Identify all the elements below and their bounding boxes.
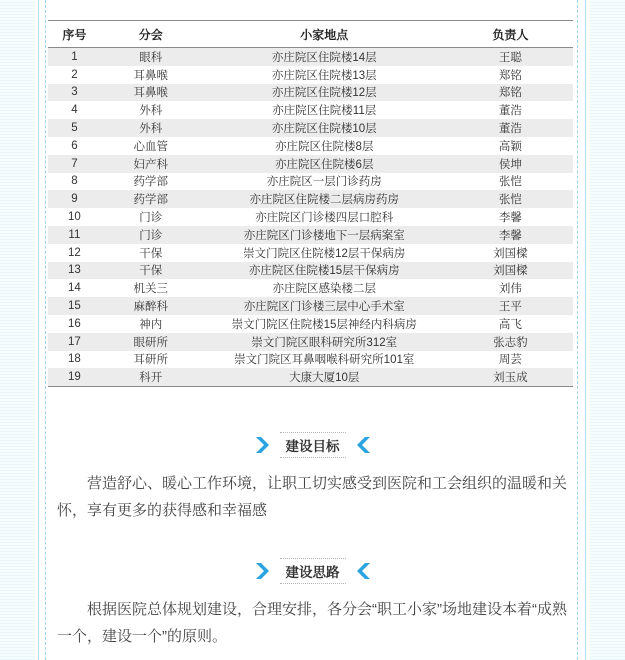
cell-branch: 门诊	[101, 208, 201, 226]
cell-index: 2	[48, 66, 101, 84]
cell-index: 8	[48, 173, 101, 191]
cell-index: 3	[48, 84, 101, 102]
table-row	[48, 279, 573, 297]
cell-branch: 眼科	[101, 48, 201, 66]
cell-person: 王聪	[448, 48, 573, 66]
cell-index: 14	[48, 279, 101, 297]
chevron-left-icon	[352, 435, 372, 455]
cell-index: 1	[48, 48, 101, 66]
cell-index: 7	[48, 155, 101, 173]
cell-location: 亦庄院区住院楼6层	[201, 155, 448, 173]
cell-branch: 耳鼻喉	[101, 84, 201, 102]
cell-index: 18	[48, 351, 101, 369]
header-branch: 分会	[101, 21, 201, 48]
cell-branch: 干保	[101, 262, 201, 280]
cell-location: 亦庄院区住院楼12层	[201, 84, 448, 102]
header-index: 序号	[48, 21, 101, 48]
cell-person: 董浩	[448, 101, 573, 119]
cell-index: 15	[48, 297, 101, 315]
cell-location: 亦庄院区住院楼8层	[201, 137, 448, 155]
cell-branch: 神内	[101, 315, 201, 333]
cell-index: 9	[48, 190, 101, 208]
cell-branch: 药学部	[101, 190, 201, 208]
cell-index: 5	[48, 119, 101, 137]
section-title-goal: 建设目标	[280, 432, 346, 458]
cell-index: 11	[48, 226, 101, 244]
chevron-right-icon	[254, 435, 274, 455]
cell-person: 李馨	[448, 208, 573, 226]
cell-location: 崇文门院区住院楼12层干保病房	[201, 244, 448, 262]
cell-person: 刘国樑	[448, 262, 573, 280]
section-heading-goal	[0, 432, 625, 456]
cell-person: 张志豹	[448, 333, 573, 351]
cell-branch: 妇产科	[101, 155, 201, 173]
chevron-left-icon	[352, 561, 372, 581]
cell-index: 10	[48, 208, 101, 226]
table-row	[48, 226, 573, 244]
cell-index: 6	[48, 137, 101, 155]
header-location: 小家地点	[201, 21, 448, 48]
table-row	[48, 137, 573, 155]
cell-location: 崇文门院区眼科研究所312室	[201, 333, 448, 351]
cell-location: 亦庄院区住院楼11层	[201, 101, 448, 119]
cell-index: 12	[48, 244, 101, 262]
cell-branch: 麻醉科	[101, 297, 201, 315]
table-row	[48, 119, 573, 137]
cell-branch: 眼研所	[101, 333, 201, 351]
table-row	[48, 333, 573, 351]
table-row	[48, 190, 573, 208]
cell-branch: 干保	[101, 244, 201, 262]
cell-location: 崇文门院区住院楼15层神经内科病房	[201, 315, 448, 333]
table-row	[48, 48, 573, 66]
table-row	[48, 66, 573, 84]
cell-person: 高飞	[448, 315, 573, 333]
location-table	[48, 20, 573, 387]
cell-location: 亦庄院区住院楼13层	[201, 66, 448, 84]
table-row	[48, 351, 573, 369]
cell-person: 张恺	[448, 190, 573, 208]
table-row	[48, 297, 573, 315]
cell-person: 张恺	[448, 173, 573, 191]
table-row	[48, 84, 573, 102]
table-row	[48, 315, 573, 333]
cell-person: 刘国樑	[448, 244, 573, 262]
cell-location: 亦庄院区住院楼15层干保病房	[201, 262, 448, 280]
table-row	[48, 262, 573, 280]
cell-location: 大康大厦10层	[201, 368, 448, 386]
table-row	[48, 368, 573, 386]
table-row	[48, 208, 573, 226]
table-header-row	[48, 21, 573, 48]
section-body-approach: 根据医院总体规划建设，合理安排，各分会“职工小家”场地建设本着“成熟一个，建设一个”的原则。	[57, 601, 567, 645]
cell-branch: 耳鼻喉	[101, 66, 201, 84]
cell-index: 19	[48, 368, 101, 386]
table-row	[48, 173, 573, 191]
header-person: 负责人	[448, 21, 573, 48]
cell-branch: 心血管	[101, 137, 201, 155]
cell-person: 侯坤	[448, 155, 573, 173]
cell-location: 亦庄院区一层门诊药房	[201, 173, 448, 191]
cell-branch: 外科	[101, 119, 201, 137]
section-heading-approach	[0, 558, 625, 582]
cell-index: 13	[48, 262, 101, 280]
cell-branch: 机关三	[101, 279, 201, 297]
cell-index: 16	[48, 315, 101, 333]
cell-person: 王平	[448, 297, 573, 315]
cell-person: 郑铭	[448, 66, 573, 84]
table-row	[48, 101, 573, 119]
cell-location: 亦庄院区住院楼10层	[201, 119, 448, 137]
chevron-right-icon	[254, 561, 274, 581]
section-body-goal: 营造舒心、暖心工作环境，让职工切实感受到医院和工会组织的温暖和关怀，享有更多的获得感和幸福感	[57, 475, 568, 519]
cell-location: 亦庄院区感染楼二层	[201, 279, 448, 297]
cell-person: 李馨	[448, 226, 573, 244]
cell-location: 亦庄院区住院楼14层	[201, 48, 448, 66]
cell-location: 亦庄院区门诊楼三层中心手术室	[201, 297, 448, 315]
cell-person: 郑铭	[448, 84, 573, 102]
cell-branch: 科开	[101, 368, 201, 386]
cell-index: 4	[48, 101, 101, 119]
cell-branch: 门诊	[101, 226, 201, 244]
cell-branch: 耳研所	[101, 351, 201, 369]
table-row	[48, 244, 573, 262]
cell-index: 17	[48, 333, 101, 351]
cell-branch: 外科	[101, 101, 201, 119]
cell-person: 高颖	[448, 137, 573, 155]
cell-location: 亦庄院区门诊楼地下一层病案室	[201, 226, 448, 244]
cell-person: 周芸	[448, 351, 573, 369]
cell-branch: 药学部	[101, 173, 201, 191]
cell-person: 刘伟	[448, 279, 573, 297]
cell-location: 崇文门院区耳鼻咽喉科研究所101室	[201, 351, 448, 369]
cell-person: 董浩	[448, 119, 573, 137]
table-row	[48, 155, 573, 173]
cell-person: 刘玉成	[448, 368, 573, 386]
cell-location: 亦庄院区住院楼二层病房药房	[201, 190, 448, 208]
section-title-approach: 建设思路	[280, 558, 346, 584]
cell-location: 亦庄院区门诊楼四层口腔科	[201, 208, 448, 226]
